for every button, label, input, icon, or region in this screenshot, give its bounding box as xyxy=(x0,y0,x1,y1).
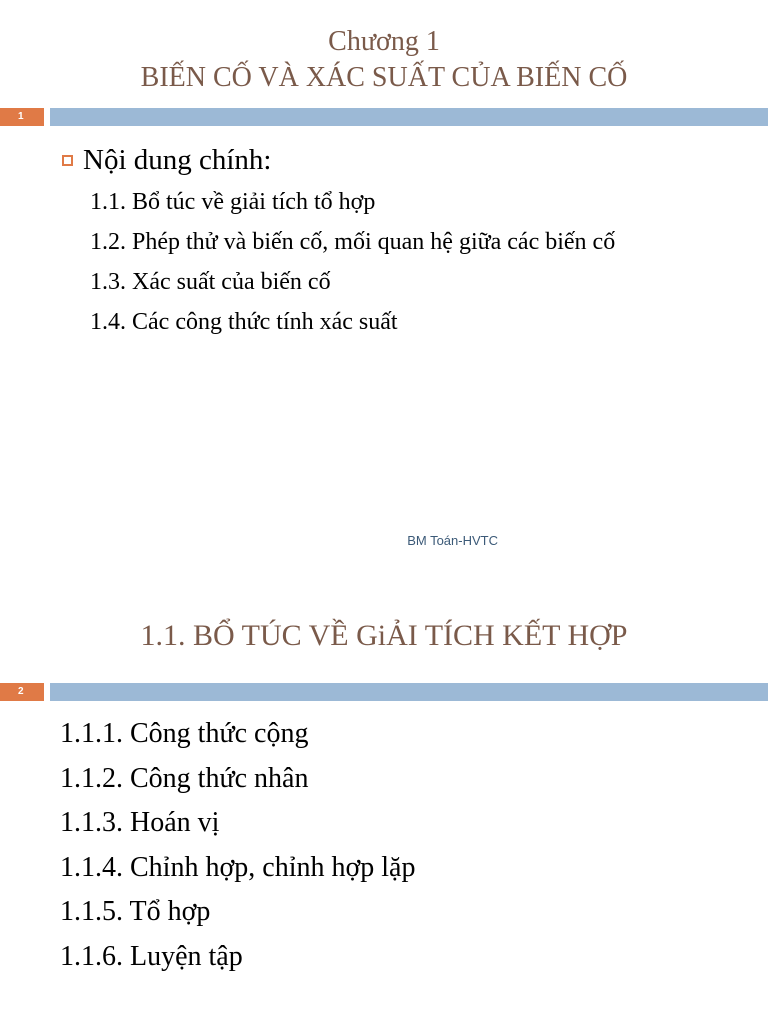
slide-2 xyxy=(0,576,768,1024)
header-strip xyxy=(50,683,768,701)
list-item: 1.1.3. Hoán vị xyxy=(60,807,220,838)
chapter-label: Chương 1 xyxy=(328,26,440,57)
list-item: 1.1.1. Công thức cộng xyxy=(60,718,309,749)
list-item: 1.1.6. Luyện tập xyxy=(60,940,243,972)
chapter-title: BIẾN CỐ VÀ XÁC SUẤT CỦA BIẾN CỐ xyxy=(140,62,628,93)
header-strip xyxy=(50,108,768,126)
section-heading xyxy=(62,142,272,178)
heading-text: Nội dung chính: xyxy=(83,144,272,176)
slide-number-badge: 2 xyxy=(0,683,44,701)
slide-1-header-bar xyxy=(0,108,768,126)
list-item: 1.1.4. Chỉnh hợp, chỉnh hợp lặp xyxy=(60,851,416,883)
list-item: 1.1.5. Tổ hợp xyxy=(60,896,211,927)
list-item: 1.2. Phép thử và biến cố, mối quan hệ giữa các biến cố xyxy=(90,229,616,255)
hollow-square-bullet-icon xyxy=(62,155,73,166)
list-item: 1.4. Các công thức tính xác suất xyxy=(90,309,398,335)
slide-2-title: 1.1. BỔ TÚC VỀ GiẢI TÍCH KẾT HỢP xyxy=(140,619,628,652)
chapter-contents-list xyxy=(90,182,615,342)
list-item: 1.1. Bổ túc về giải tích tổ hợp xyxy=(90,189,376,215)
slide-footer: BM Toán-HVTC xyxy=(407,533,498,548)
section-contents-list xyxy=(60,712,415,979)
slide-2-header-bar xyxy=(0,683,768,701)
list-item: 1.3. Xác suất của biến cố xyxy=(90,269,331,295)
slide-number-badge: 1 xyxy=(0,108,44,126)
slide-1-title xyxy=(0,24,768,96)
list-item: 1.1.2. Công thức nhân xyxy=(60,762,309,794)
